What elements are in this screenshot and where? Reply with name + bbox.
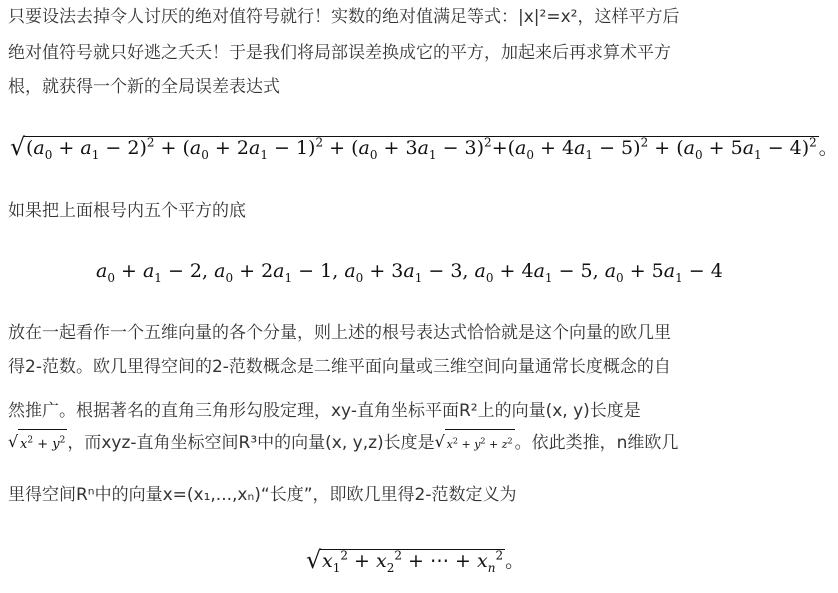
paragraph-1-line-3: 根，就获得一个新的全局误差表达式 bbox=[8, 77, 280, 97]
formula-euclidean-norm bbox=[306, 546, 524, 573]
sqrt-symbol: √ $x_1^2 + x_2^2$ + ⋯ + $x_n^2$ bbox=[306, 549, 505, 572]
formula-vector-components: $a_0 + a_1 - 2$, $a_0 + 2a_1 - 1$, $a_0 + 3a_1 - 3$, $a_0 + 4a_1 - 5$, $a_0 + 5a_1 - 4$ bbox=[96, 260, 723, 285]
formula-1-period: 。 bbox=[818, 137, 838, 159]
sqrt-x2-y2-z2: √ $x^2 + y^2 + z^2$ bbox=[435, 438, 515, 451]
formula-3-period: 。 bbox=[505, 550, 525, 572]
paragraph-1-line-1: 只要设法去掉令人讨厌的绝对值符号就行！实数的绝对值满足等式：|x|²=x²，这样平方后 bbox=[8, 7, 680, 27]
paragraph-3-line-4: √ $x^2 + y^2$ ，而xyz-直角坐标空间R³中的向量(x, y,z)长度是√ $x^2 + y^2 + z^2$ 。依此类推，n维欧几 bbox=[8, 428, 794, 460]
formula-sum-of-squares bbox=[10, 133, 838, 160]
paragraph-3-line-2: 得2-范数。欧几里得空间的2-范数概念是二维平面向量或三维空间向量通常长度概念的自 bbox=[8, 357, 671, 377]
paragraph-3-line-3: 然推广。根据著名的直角三角形勾股定理，xy-直角坐标平面R²上的向量(x, y)长度是 bbox=[8, 401, 641, 421]
paragraph-2-line-1: 如果把上面根号内五个平方的底 bbox=[8, 201, 246, 221]
paragraph-1-line-2: 绝对值符号就只好逃之夭夭！于是我们将局部误差换成它的平方，加起来后再求算术平方 bbox=[8, 43, 671, 63]
sqrt-symbol: √ $(a_0 + a_1 - 2)^2 + (a_0 + 2a_1 - 1)^2 + (a_0 + 3a_1 - 3)^2+(a_0 + 4a_1 - 5)^2 + (a_0 + 5a_1 - 4)^2$ bbox=[10, 136, 819, 159]
sqrt-x2-y2: √ $x^2 + y^2$ bbox=[8, 437, 67, 452]
paragraph-3-line-5: 里得空间Rⁿ中的向量x=(x₁,...,xₙ)“长度”，即欧几里得2-范数定义为 bbox=[8, 485, 517, 505]
paragraph-3-line-1: 放在一起看作一个五维向量的各个分量，则上述的根号表达式恰恰就是这个向量的欧几里 bbox=[8, 323, 671, 343]
